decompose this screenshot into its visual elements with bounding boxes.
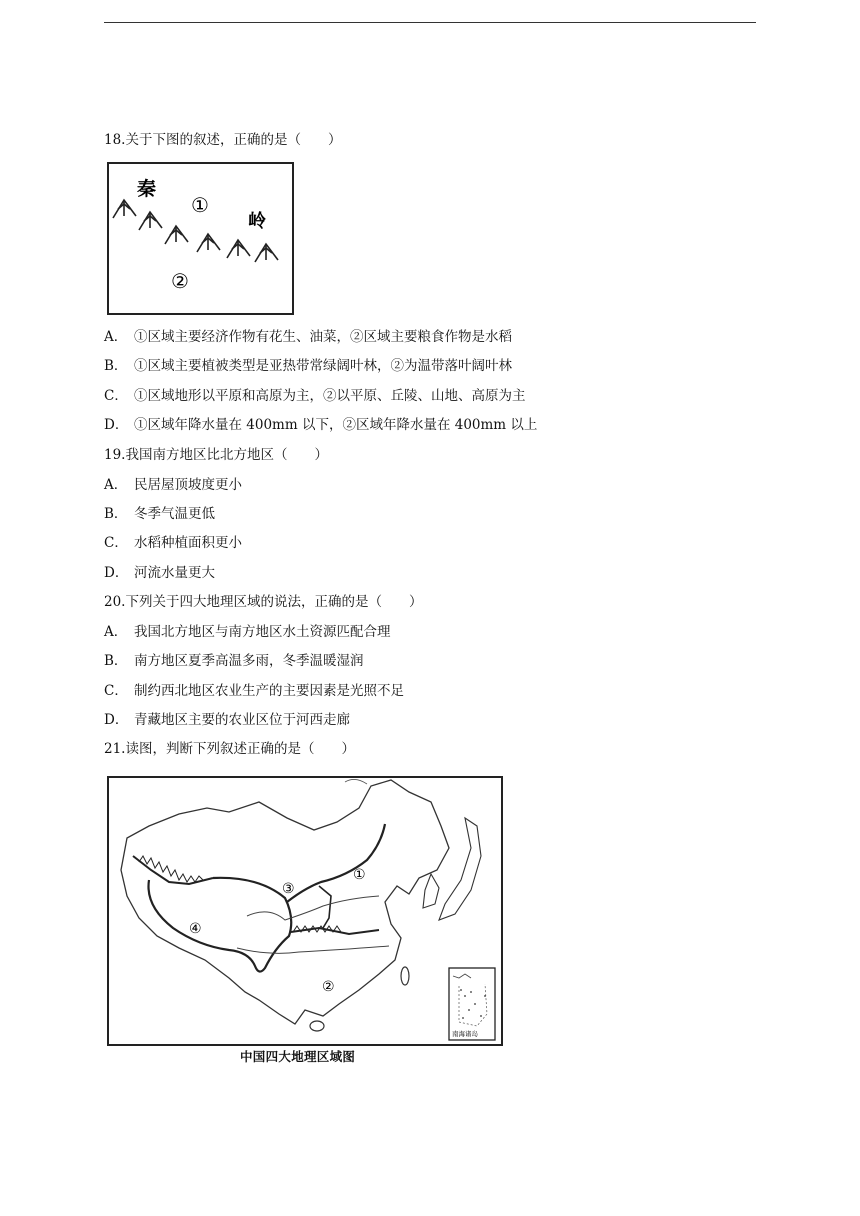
- header-rule: [104, 22, 756, 23]
- question-20-stem: 20.下列关于四大地理区域的说法，正确的是（ ）: [104, 594, 423, 610]
- option-letter: B．: [104, 653, 128, 669]
- option-text: 民居屋顶坡度更小: [134, 477, 242, 493]
- option-letter: D．: [104, 417, 129, 433]
- q18-option-d[interactable]: [104, 416, 537, 434]
- mountain-icon: [165, 226, 188, 244]
- q20-option-b[interactable]: [104, 652, 364, 670]
- option-text: ①区域年降水量在 400mm 以下，②区域年降水量在 400mm 以上: [134, 417, 538, 433]
- qin-char: 秦: [137, 178, 157, 200]
- yangtze-river: [237, 946, 389, 953]
- region-label-4: ④: [189, 921, 202, 937]
- circled-2-label: ②: [171, 269, 189, 293]
- option-text: 青藏地区主要的农业区位于河西走廊: [134, 712, 350, 728]
- option-text: 河流水量更大: [134, 565, 215, 581]
- option-text: 制约西北地区农业生产的主要因素是光照不足: [134, 683, 404, 699]
- mountain-icon: [113, 200, 136, 218]
- region-label-2: ②: [322, 979, 335, 995]
- option-text: 我国北方地区与南方地区水土资源匹配合理: [134, 624, 391, 640]
- option-text: ①区域地形以平原和高原为主，②以平原、丘陵、山地、高原为主: [134, 388, 526, 404]
- option-letter: C．: [104, 388, 128, 404]
- option-letter: A．: [104, 477, 128, 493]
- circled-1-label: ①: [191, 193, 209, 217]
- q19-option-a[interactable]: [104, 476, 242, 494]
- hainan-island: [310, 1021, 324, 1031]
- option-letter: D．: [104, 565, 129, 581]
- ling-char: 岭: [248, 211, 266, 232]
- region-label-1: ①: [353, 867, 366, 883]
- option-letter: A．: [104, 329, 128, 345]
- question-19-stem: 19.我国南方地区比北方地区（ ）: [104, 447, 328, 463]
- mountain-icon: [255, 244, 278, 262]
- japan-outline: [439, 818, 481, 920]
- qinghai-tibet-boundary: [149, 878, 292, 972]
- question-21-stem: 21.读图，判断下列叙述正确的是（ ）: [104, 741, 355, 757]
- option-text: ①区域主要经济作物有花生、油菜，②区域主要粮食作物是水稻: [134, 329, 512, 345]
- region-label-3: ③: [282, 881, 295, 897]
- option-letter: A．: [104, 624, 128, 640]
- q18-option-a[interactable]: [104, 328, 512, 346]
- mountain-icon: [197, 234, 220, 252]
- question-18-stem: 18.关于下图的叙述，正确的是（ ）: [104, 132, 342, 148]
- yellow-river: [247, 896, 379, 920]
- inset-label: 南海诸岛: [452, 1030, 478, 1038]
- map-caption: 中国四大地理区域图: [240, 1049, 356, 1064]
- china-outline: [121, 780, 449, 1024]
- option-letter: C．: [104, 535, 128, 551]
- q20-option-a[interactable]: [104, 623, 391, 641]
- q19-option-b[interactable]: [104, 505, 215, 523]
- option-letter: C．: [104, 683, 128, 699]
- option-text: 冬季气温更低: [134, 506, 215, 522]
- mountain-icon: [227, 240, 250, 258]
- q20-option-c[interactable]: [104, 682, 404, 700]
- option-text: 南方地区夏季高温多雨，冬季温暖湿润: [134, 653, 364, 669]
- q19-option-d[interactable]: [104, 564, 215, 582]
- q19-option-c[interactable]: [104, 534, 242, 552]
- northwest-boundary: [287, 824, 385, 902]
- mountain-icon: [139, 212, 162, 230]
- option-letter: B．: [104, 506, 128, 522]
- q18-option-c[interactable]: [104, 387, 526, 405]
- korea-outline: [423, 874, 439, 908]
- option-letter: D．: [104, 712, 129, 728]
- china-regions-map: [107, 776, 503, 1046]
- option-letter: B．: [104, 358, 128, 374]
- taiwan-island: [401, 967, 409, 985]
- qinling-figure: [107, 162, 294, 315]
- china-map-svg: [109, 778, 501, 1044]
- option-text: ①区域主要植被类型是亚热带常绿阔叶林，②为温带落叶阔叶林: [134, 358, 512, 374]
- option-text: 水稻种植面积更小: [134, 535, 242, 551]
- qinling-sketch: [109, 164, 292, 313]
- q18-option-b[interactable]: [104, 357, 512, 375]
- q20-option-d[interactable]: [104, 711, 350, 729]
